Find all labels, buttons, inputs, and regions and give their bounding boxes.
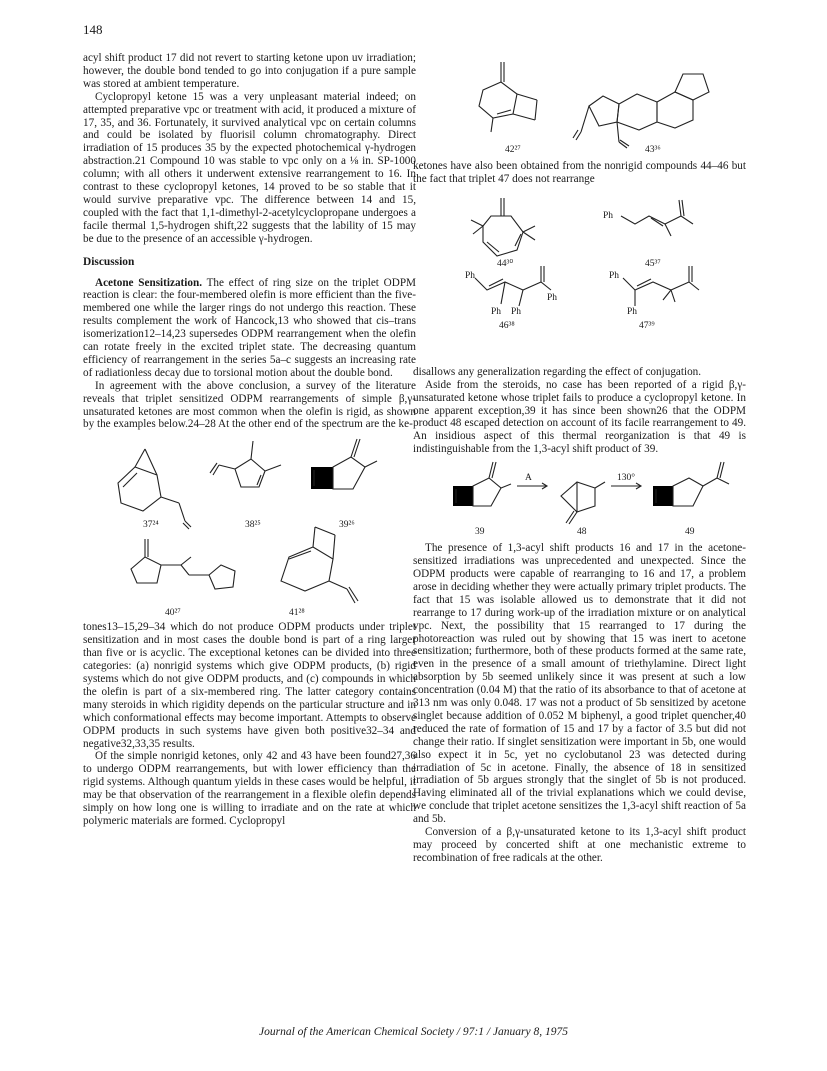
- structure-42: [479, 62, 537, 132]
- subheading: Acetone Sensitization.: [95, 276, 202, 289]
- compound-label-44: 44³⁰: [497, 258, 514, 269]
- structures-figure-42-43: [413, 52, 746, 160]
- compound-label-38: 38²⁵: [245, 520, 261, 531]
- page-number: 148: [83, 22, 103, 37]
- structure-48: [561, 482, 605, 524]
- compound-label-43: 43³⁶: [645, 145, 661, 155]
- structure-41: [281, 527, 358, 603]
- substituent-ph: Ph: [465, 270, 476, 281]
- paragraph-text: The effect of ring size on the triplet ODPM reaction is clear: the four-membered olefin is more efficient than the five-membered one while the larger rings do not undergo this reaction. These results complement the work of Hancock,13 who showed that cis–trans isomerization12–14,23 supersedes ODPM rearrangement when the olefin can rotate freely in the excited triplet state. The decreasing quantum efficiency of rearrangement in the series 5a–c suggests an increasing rate of radiationless decay due to torsional motion about the double bond.: [83, 276, 416, 379]
- structure-37: [118, 449, 191, 529]
- compound-label-46: 46³⁸: [499, 320, 515, 331]
- structure-46: [475, 266, 551, 306]
- paragraph: disallows any generalization regarding the effect of conjugation.: [413, 365, 702, 378]
- paragraph: Conversion of a β,γ-unsaturated ketone to its 1,3-acyl shift product may proceed by concerted shift at one mechanistic extreme to recombination of free radicals at the other.: [413, 826, 746, 864]
- paragraph: [83, 277, 416, 380]
- substituent-ph: Ph: [547, 292, 558, 303]
- scheme-39-48-49: [413, 456, 746, 542]
- paragraph: Of the simple nonrigid ketones, only 42 and 43 have been found27,36 to undergo ODPM rearrangements, but with lower efficiency than the rigid systems. Although quantum yields in these cases would be helpful, it may be that observation of the rearrangement in a flexible olefin depends simply on how long one is willing to irradiate and on the rate at which polymeric materials are formed. Cyclopropyl: [83, 750, 416, 827]
- structure-38: [210, 441, 281, 487]
- structure-43: [573, 74, 709, 148]
- arrow-label: 130°: [617, 473, 636, 484]
- compound-label-47: 47³⁹: [639, 320, 655, 331]
- compound-label-48: 48: [577, 527, 587, 538]
- substituent-ph: Ph: [511, 306, 522, 317]
- structure-44: [471, 198, 535, 256]
- structure-47: [623, 266, 699, 306]
- compound-label-41: 41²⁸: [289, 608, 305, 619]
- compound-label-39: 39²⁶: [339, 520, 355, 531]
- paragraph: The presence of 1,3-acyl shift products 16 and 17 in the acetone-sensitized irradiations was unprecedented and unexpected. Since the ODPM products were capable of rearranging to 16 and 17, a problem arose in deciding whether they were actually primary triplet products. The fact that 15 was isolable allowed us to demonstrate that it did not rearrange to 17 during work-up of the irradiation mixture or on analytical vpc. Next, the possibility that 15 rearranged to 17 during the photoreaction was ruled out by showing that 15 was inert to acetone sensitization; furthermore, both of these products formed at the same rate, even in the presence of a small amount of triethylamine. Direct light absorption by 5b seemed unlikely since it was present at such a low concentration (0.04 M) that the ratio of its absorbance to that of acetone at 313 nm was only 0.048. 17 was not a product of 5b sensitized by acetone singlet because addition of 0.052 M biphenyl, a good triplet quencher,40 reduced the rate of formation of 15 and 17 by a factor of 3.5 but did not change their ratio. If singlet sensitization were important in 5b, one would also expect it in 5c, yet no cyclobutanol 23 was detected during irradiation of 5c in acetone. Finally, the absence of 18 in sensitized irradiation of 5b argues strongly that the singlet of 5b is not produced. Having eliminated all of the trivial explanations which we could devise, we conclude that triplet acetone sensitizes the 1,3-acyl shift reaction of 5a and 5b.: [413, 542, 746, 826]
- paragraph: ketones have also been obtained from the nonrigid compounds 44–46 but the fact that triplet 47 does not rearrange: [413, 160, 746, 185]
- paragraph: In agreement with the above conclusion, a survey of the literature reveals that triplet sensitized ODPM rearrangements of simple β,γ-unsaturated ketones are most common when the olefin is rigid, as shown by the examples below.24–28 At the other end of the spectrum are the ke-: [83, 379, 416, 431]
- paragraph: Aside from the steroids, no case has been reported of a rigid β,γ-unsaturated ketone whose triplet fails to produce a cyclopropyl ketone. In one apparent exception,39 it has since been shown26 that the ODPM product 48 escaped detection on account of its facile rearrangement to 49. An insidious aspect of this thermal reorganization is that 49 is indistinguishable from the 1,3-acyl shift product of 39.: [413, 378, 746, 456]
- substituent-ph: Ph: [603, 210, 614, 221]
- structures-figure-37-41: [83, 431, 416, 621]
- right-column: [413, 52, 746, 865]
- left-column: [83, 52, 416, 828]
- compound-label-45: 45³⁷: [645, 258, 661, 269]
- structures-figure-44-47: [413, 186, 746, 366]
- substituent-ph: Ph: [627, 306, 638, 317]
- structure-39: [311, 439, 377, 489]
- paragraph: acyl shift product 17 did not revert to starting ketone upon uv irradiation; however, the double bond tended to go into conjugation if a pure sample was stored at ambient temperature.: [83, 52, 416, 90]
- structures-drawing: [413, 186, 746, 366]
- compound-label-49: 49: [685, 527, 695, 538]
- structure-40: [131, 539, 235, 589]
- arrow-thermal-A: [517, 483, 547, 489]
- substituent-ph: Ph: [609, 270, 620, 281]
- journal-footer: Journal of the American Chemical Society / 97:1 / January 8, 1975: [259, 1026, 568, 1038]
- paragraph: tones13–15,29–34 which do not produce ODPM products under triplet sensitization and in most cases the double bond is part of a ring larger than five or is acyclic. The exceptional ketones can be divided into three categories: (a) nonrigid systems which give ODPM products, (b) rigid systems which do not give ODPM products, and (c) compounds in which the olefin is part of a six-membered ring. The latter category contains many steroids in which rigidity depends on the particular structure and in which conformational effects may become important. Attempts to observe ODPM products in such systems have given both positive32–34 and negative32,33,35 results.: [83, 621, 416, 750]
- paragraph: Cyclopropyl ketone 15 was a very unpleasant material indeed; on attempted preparative vpc or treatment with acid, it produced a mixture of 17, 35, and 36. Fortunately, it survived analytical vpc on certain columns and could be isolated by fluorisil column chromatography. Direct irradiation of 15 produces 35 by the expected photochemical γ-hydrogen abstraction.21 Compound 10 was stable to vpc only on a ⅛ in. SP-1000 column; with all others it underwent extensive rearrangement to 16. In contrast to these cyclopropyl ketones, 14 proved to be so stable that it would survive preparative vpc. The difference between 14 and 15, coupled with the fact that 1,1-dimethyl-2-acetylcyclopropane undergoes a facile thermal 1,5-hydrogen shift,22 suggests that the lability of 15 may be due to the presence of an accessible γ-hydrogen.: [83, 90, 416, 245]
- arrow-label: A: [525, 473, 532, 484]
- structures-drawing: [413, 52, 746, 160]
- substituent-ph: Ph: [491, 306, 502, 317]
- compound-label-40: 40²⁷: [165, 608, 181, 619]
- compound-label-37: 37²⁴: [143, 520, 159, 531]
- compound-label-42: 42²⁷: [505, 145, 521, 155]
- compound-label-39: 39: [475, 527, 485, 538]
- structure-49: [653, 462, 729, 506]
- structure-45: [621, 200, 693, 236]
- section-heading: Discussion: [83, 255, 135, 268]
- structure-39: [453, 462, 511, 506]
